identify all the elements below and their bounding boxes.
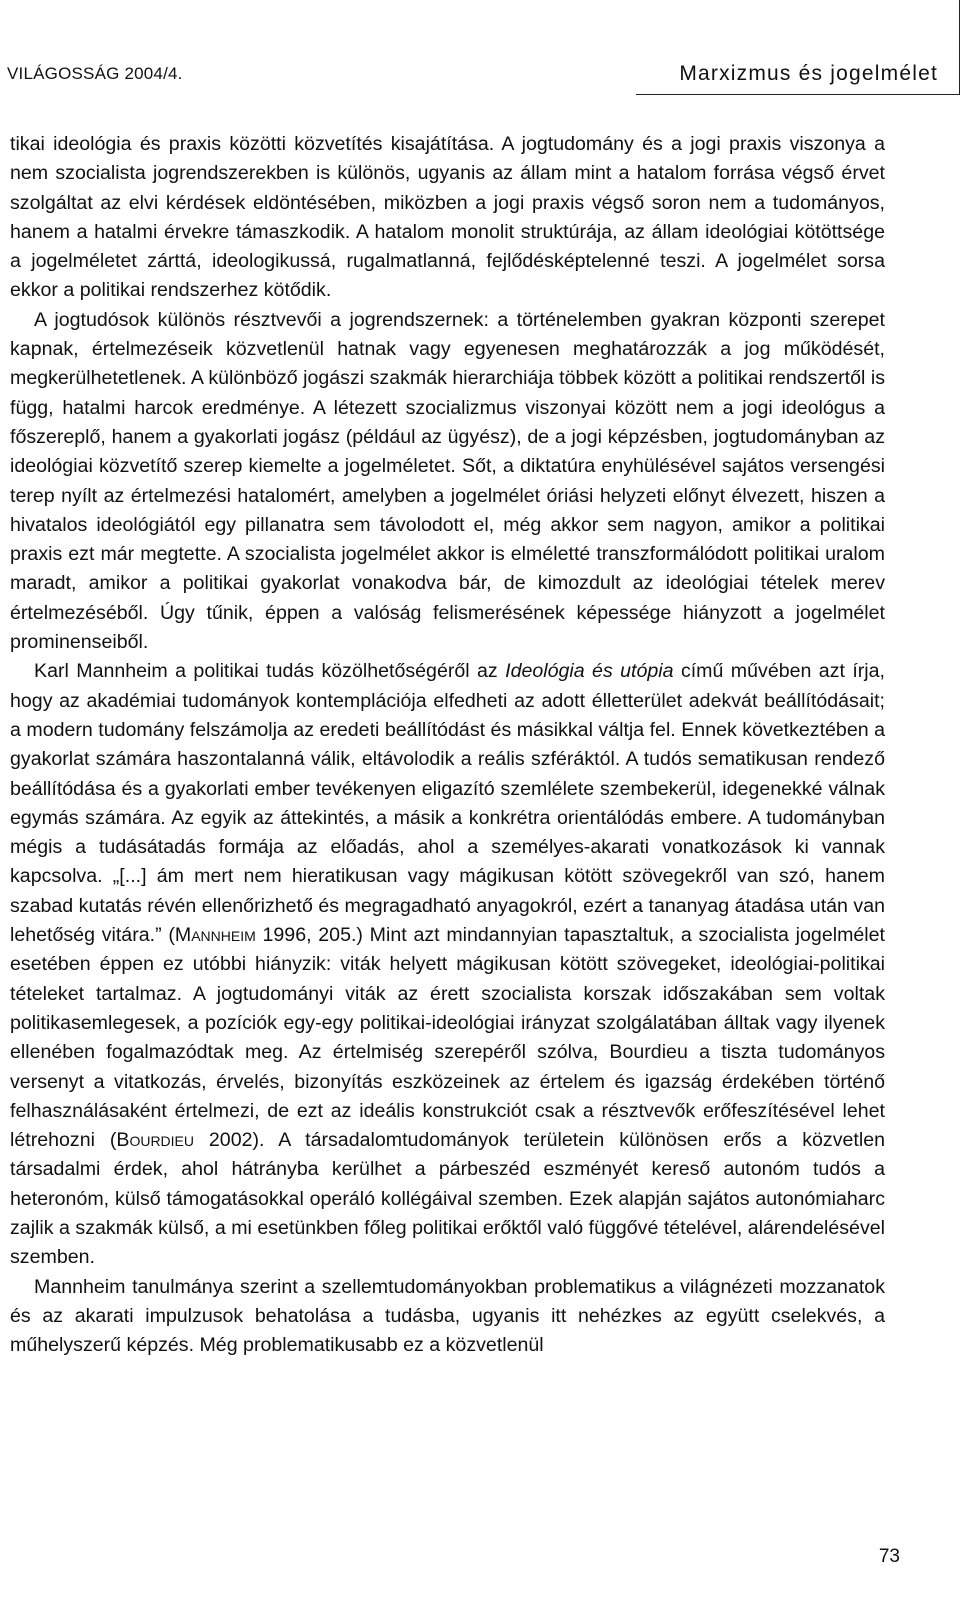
citation-author-bourdieu: Bourdieu (116, 1129, 195, 1152)
header-rule (636, 94, 960, 95)
page-number: 73 (878, 1546, 900, 1567)
citation-author-mannheim: Mannheim (174, 924, 256, 947)
book-title-italic: Ideológia és utópia (505, 660, 674, 683)
paragraph-2: A jogtudósok különös résztvevői a jogrendszernek: a történelemben gyakran központi szerepet kapnak, értelmezéseik közvetlenül hatnak vagy egyenesen meghatározzák a jog működését, megkerülhetetlenek. A különböző jogászi szakmák hierarchiája többek között a politikai rendszertől is függ, hatalmi harcok eredménye. A létezett szocializmus viszonyai között nem a jogi ideológus a főszereplő, hanem a gyakorlati jogász (például az ügyész), de a jogi képzésben, jogtudományban az ideológiai közvetítő szerep kiemelte a jogelméletet. Sőt, a diktatúra enyhülésével sajátos versengési terep nyílt az értelmezési hatalomért, amelyben a jogelmélet óriási helyzeti előnyt élvezett, hiszen a hivatalos ideológiától egy pillanatra sem távolodott el, még akkor sem nagyon, amikor a politikai praxis ezt már megtette. A szocialista jogelmélet akkor is elméletté transzformálódott politikai uralom maradt, amikor a politikai gyakorlat vonakodva bár, de kimozdult az ideológiai tételek merev értelmezéséből. Úgy tűnik, éppen a valóság felismerésének képessége hiányzott a jogelmélet prominenseiből. (10, 308, 885, 654)
paragraph-3 (10, 657, 885, 1272)
paragraph-4: Mannheim tanulmánya szerint a szellemtudományokban problematikus a világnézeti mozzanatok és az akarati impulzusok behatolása a tudásba, ugyanis itt nehézkes az együtt cselekvés, a műhelyszerű képzés. Még problematikusabb ez a közvetlenül (10, 1275, 885, 1357)
paragraph-3-text-3: 1996, 205.) Mint azt mindannyian tapasztaltuk, a szocialista jogelmélet esetében éppen ez utóbbi hiányzik: viták helyett mágikusan kötött szövegeket, ideológiai-politikai tételeket tartalmaz. A jogtudományi viták az érett szocialista korszak időszakában sem voltak politikasemlegesek, a pozíciók egy-egy politikai-ideológiai irányzat szolgálatában álltak vagy ilyenek ellenében fogalmazódtak meg. Az értelmiség szerepéről szólva, Bourdieu a tiszta tudományos versenyt a vitatkozás, érvelés, bizonyítás eszközeinek az értelem és igazság érdekében történő felhasználásaként értelmezi, de ezt az ideális konstrukciót csak a résztvevők erőfeszítésével lehet létrehozni ( (10, 924, 885, 1152)
paragraph-3-text-2: című művében azt írja, hogy az akadémiai tudományok kontemplációja elfedheti az adott élletterület adekvát beállítódásait; a modern tudomány felszámolja az eredeti beállítódást és másikkal váltja fel. Ennek következtében a gyakorlat számára haszontalanná válik, eltávolodik a reális szféráktól. A tudós sematikusan rendező beállítódása és a gyakorlati ember tevékenyen eligazító szemlélete szembekerül, idegenekké válnak egymás számára. Az egyik az áttekintés, a másik a konkrétra orientálódás embere. A tudományban mégis a tudásátadás formája az előadás, ahol a személyes-akarati vonatkozások ki vannak kapcsolva. „[...] ám mert nem hieratikusan vagy mágikusan kötött szövegekről van szó, hanem szabad kutatás révén ellenőrizhető és megragadható anyagokról, ezért a tananyag átadása után van lehetőség vitára.” ( (10, 660, 886, 947)
paragraph-3-text-4: 2002). A társadalomtudományok területein különösen erős a közvetlen társadalmi érdek, ahol hátrányba kerülhet a párbeszéd eszményét kereső autonóm tudós a heteronóm, külső támogatásokkal operáló kollégáival szemben. Ezek alapján sajátos autonómiaharc zajlik a szakmák külső, a mi esetünkben főleg politikai erőktől való függővé tételével, alárendelésével szemben. (10, 1129, 885, 1269)
paragraph-1: tikai ideológia és praxis közötti közvetítés kisajátítása. A jogtudomány és a jogi praxis viszonya a nem szocialista jogrendszerekben is különös, ugyanis az állam mint a hatalom forrása végső érvet szolgáltat az elvi kérdések eldöntésében, miközben a jogi praxis végső soron nem a tudományos, hanem a hatalmi érvekre támaszkodik. A hatalom monolit struktúrája, az állam ideológiai kötöttsége a jogelméletet zárttá, ideologikussá, rugalmatlanná, fejlődésképtelenné teszi. A jogelmélet sorsa ekkor a politikai rendszerhez kötődik. (10, 133, 885, 302)
paragraph-3-text-1: Karl Mannheim a politikai tudás közölhetőségéről az (34, 660, 506, 683)
journal-title: VILÁGOSSÁG 2004/4. (7, 64, 183, 83)
article-body (10, 130, 885, 1360)
section-title: Marxizmus és jogelmélet (679, 62, 938, 85)
